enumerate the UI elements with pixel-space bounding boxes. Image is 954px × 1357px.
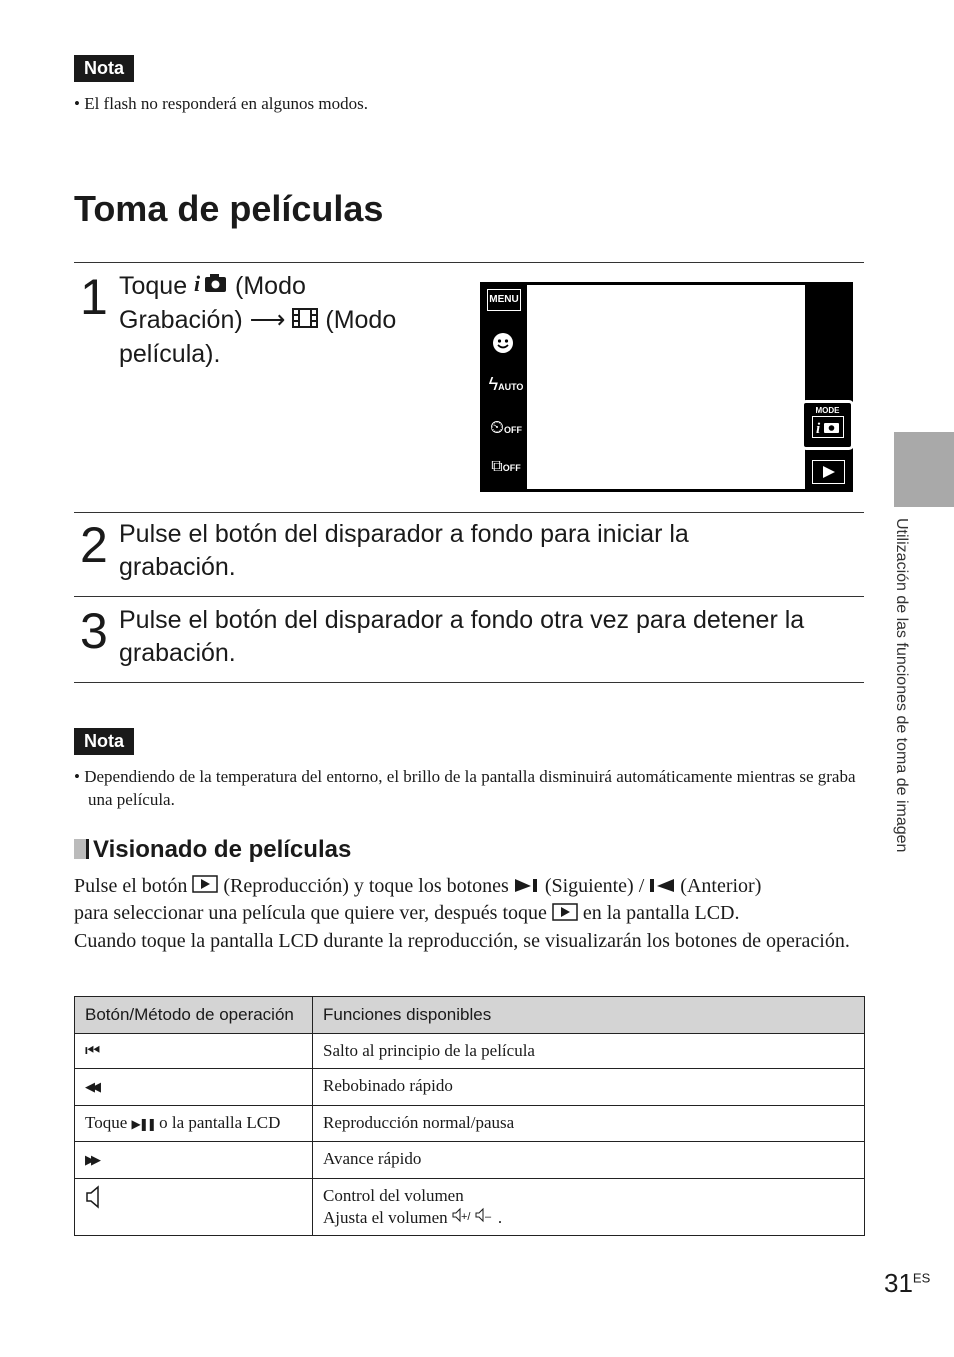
svg-text:–: – <box>484 1211 492 1223</box>
table-row <box>75 1142 865 1179</box>
para-text: (Reproducción) y toque los botones <box>223 875 509 897</box>
section-heading <box>74 836 351 864</box>
face-detection-icon[interactable] <box>492 332 514 354</box>
para-text: para seleccionar una película que quiere ver, después toque <box>74 902 547 925</box>
cell-text: . <box>497 1208 503 1227</box>
note-bullet: El flash no responderá en algunos modos. <box>84 94 368 113</box>
table-cell <box>75 1106 313 1142</box>
step1-text-c: Grabación) <box>119 305 243 334</box>
self-timer-icon[interactable]: ⏲OFF <box>489 417 523 437</box>
para-text: Pulse el botón <box>74 875 188 897</box>
flash-auto-icon[interactable]: ϟAUTO <box>488 374 524 394</box>
table-cell <box>75 1179 313 1236</box>
table-header: Botón/Método de operación <box>75 997 313 1034</box>
table-cell <box>75 1069 313 1106</box>
table-row <box>75 1034 865 1069</box>
cell-text: Control del volumen <box>323 1186 464 1205</box>
previous-icon <box>649 874 675 900</box>
sidebar-section-title: Utilización de las funciones de toma de imagen <box>893 518 910 853</box>
table-header: Funciones disponibles <box>313 997 865 1034</box>
cell-text: Ajusta el volumen <box>323 1208 448 1227</box>
step-text: Pulse el botón del disparador a fondo para iniciar la grabación. <box>119 520 689 581</box>
divider <box>74 262 864 263</box>
playback-button[interactable] <box>812 460 845 484</box>
svg-text:i: i <box>194 270 201 295</box>
step1-text-a: Toque <box>119 272 188 300</box>
note-text: • El flash no responderá en algunos modos. <box>74 94 368 113</box>
menu-icon[interactable]: MENU <box>487 289 521 311</box>
divider <box>74 596 864 597</box>
step-text: Pulse el botón del disparador a fondo otra vez para detener la grabación. <box>119 606 805 667</box>
skip-back-icon: ⏮ <box>85 1041 101 1061</box>
intelligent-auto-icon <box>194 271 228 304</box>
table-cell <box>75 1142 313 1179</box>
section-tab <box>894 432 954 507</box>
camera-screen <box>480 282 853 492</box>
para-text: (Anterior) <box>680 875 762 897</box>
step-text <box>119 270 459 371</box>
table-row <box>75 1069 865 1106</box>
body-paragraph <box>74 873 864 954</box>
step-number: 1 <box>80 269 108 325</box>
intelligent-auto-small-icon <box>812 416 844 438</box>
para-text: en la pantalla LCD. <box>582 902 740 925</box>
step1-text-b: (Modo <box>235 272 306 300</box>
table-cell: Rebobinado rápido <box>313 1069 865 1106</box>
next-icon <box>514 874 540 900</box>
playback-icon <box>192 874 218 900</box>
table-cell <box>75 1034 313 1069</box>
step1-text-e: película). <box>119 339 221 368</box>
timer-label: OFF <box>504 425 523 435</box>
table-row <box>75 1179 865 1236</box>
flash-mode-label: AUTO <box>498 382 524 392</box>
para-text: (Siguiente) / <box>544 875 645 897</box>
cell-text: o la pantalla LCD <box>159 1113 281 1132</box>
arrow-right-icon: ⟶ <box>249 305 286 334</box>
mode-button[interactable] <box>801 400 854 450</box>
svg-text:+/: +/ <box>460 1211 471 1223</box>
para-text: Cuando toque la pantalla LCD durante la reproducción, se visualizarán los botones de operación. <box>74 929 850 952</box>
table-cell <box>313 1179 865 1236</box>
heading-marker <box>74 839 89 859</box>
operations-table <box>74 996 865 1236</box>
viewfinder-area <box>527 285 805 489</box>
divider <box>74 512 864 513</box>
page-number <box>884 1268 930 1299</box>
step-number: 3 <box>80 603 108 659</box>
page-title: Toma de películas <box>74 188 384 229</box>
table-row <box>75 1106 865 1142</box>
step1-text-d: (Modo <box>325 305 397 334</box>
volume-up-down-icon <box>452 1208 498 1227</box>
divider <box>74 682 864 683</box>
burst-icon[interactable]: ⧉OFF <box>491 458 521 475</box>
movie-mode-icon <box>292 305 318 338</box>
rewind-icon: ◀◀ <box>85 1080 97 1095</box>
table-cell: Reproducción normal/pausa <box>313 1106 865 1142</box>
page-number-value: 31 <box>884 1268 913 1298</box>
note-label: Nota <box>74 728 134 755</box>
svg-text:i: i <box>815 421 820 437</box>
play-pause-icon: ▶❚❚ <box>131 1117 155 1131</box>
note-bullet: Dependiendo de la temperatura del entorno, el brillo de la pantalla disminuirá automáticamente mientras se graba una película. <box>84 767 856 809</box>
table-cell: Avance rápido <box>313 1142 865 1179</box>
burst-label: OFF <box>502 463 521 473</box>
note-label: Nota <box>74 55 134 82</box>
speaker-icon <box>85 1194 103 1213</box>
section-heading-text: Visionado de películas <box>93 836 352 863</box>
table-header-row <box>75 997 865 1034</box>
table-cell: Salto al principio de la película <box>313 1034 865 1069</box>
mode-label: MODE <box>815 406 840 415</box>
playback-icon <box>552 902 578 928</box>
page-language: ES <box>912 1270 931 1286</box>
note-text: • Dependiendo de la temperatura del entorno, el brillo de la pantalla disminuirá automáticamente mientras se graba una película. <box>74 767 856 809</box>
fast-forward-icon: ▶▶ <box>85 1153 97 1168</box>
step-number: 2 <box>80 517 108 573</box>
cell-text: Toque <box>85 1113 128 1132</box>
